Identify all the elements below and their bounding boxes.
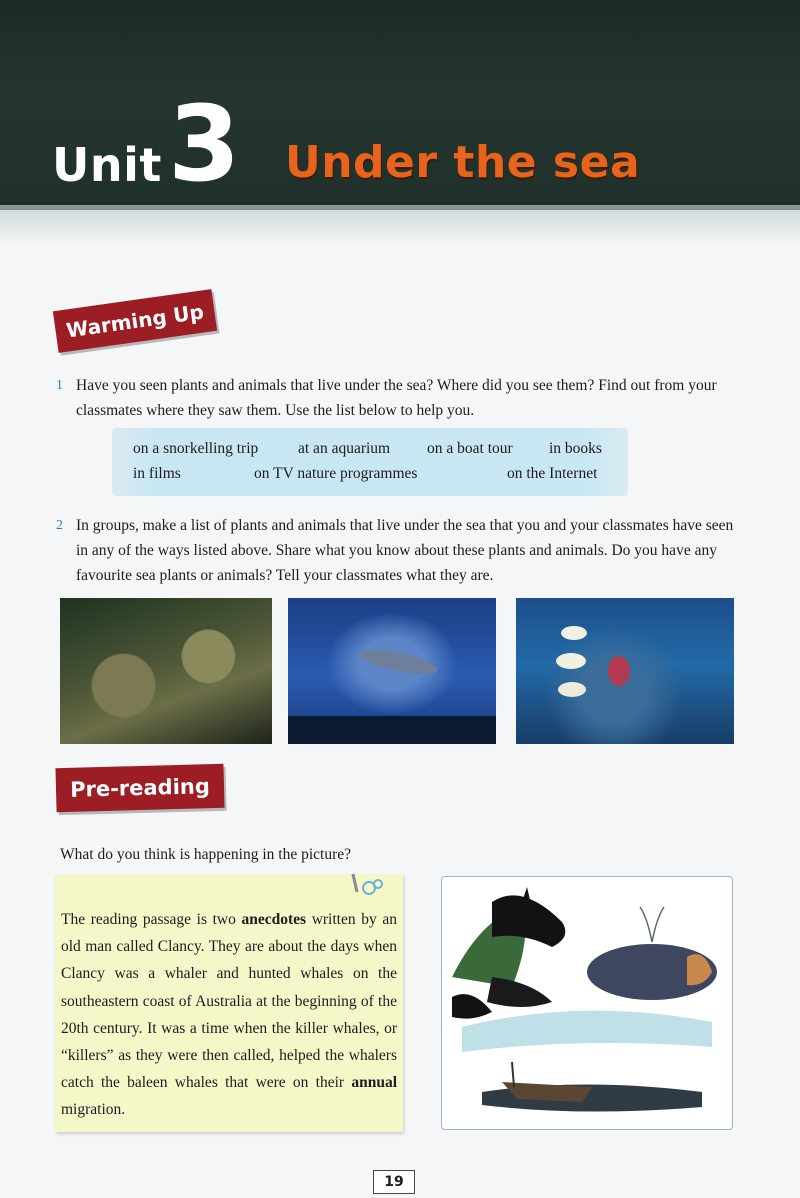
unit-title: Under the sea bbox=[285, 137, 641, 188]
question-1 bbox=[56, 373, 736, 423]
note-text: The reading passage is two anecdotes written by an old man called Clancy. They are about the days when Clancy was a whaler and hunted whales on the southeastern coast of Australia at the beginning of the 20th century. It was a time when the killer whales, or “killers” as they were then called, helped the whalers catch the baleen whales that were on their annual migration. bbox=[61, 911, 397, 1119]
question-2 bbox=[56, 513, 736, 588]
whaling-illustration bbox=[441, 876, 733, 1130]
visitor-silhouettes bbox=[288, 716, 496, 744]
paperclip-icon bbox=[345, 872, 389, 898]
word-list-item: at an aquarium bbox=[298, 440, 391, 457]
word-list-item: in films bbox=[133, 465, 181, 482]
diver-shape bbox=[608, 656, 630, 686]
unit-label: Unit bbox=[52, 138, 162, 192]
word-list-item: on a boat tour bbox=[427, 440, 513, 457]
banner-fade bbox=[0, 205, 800, 245]
word-list-item: on TV nature programmes bbox=[254, 465, 418, 482]
word-list-item: on a snorkelling trip bbox=[133, 440, 259, 457]
page-number: 19 bbox=[373, 1170, 415, 1194]
whale-shark-shape bbox=[357, 645, 439, 679]
whales-and-boat-drawing bbox=[442, 877, 732, 1129]
diver-photo bbox=[516, 598, 734, 744]
word-list-item: on the Internet bbox=[507, 465, 598, 482]
fish-shape bbox=[558, 682, 586, 697]
question-1-number: 1 bbox=[56, 378, 63, 393]
question-2-text: In groups, make a list of plants and animals that live under the sea that you and your classmates have seen in any of the ways listed above. Share what you know about these plants and animals. Do you have any favourite sea plants or animals? Tell your classmates what they are. bbox=[76, 517, 734, 584]
pre-reading-prompt: What do you think is happening in the picture? bbox=[60, 846, 351, 863]
unit-number: 3 bbox=[168, 83, 241, 205]
pre-reading-tag: Pre-reading bbox=[55, 764, 224, 812]
keyword-anecdotes: anecdotes bbox=[241, 911, 307, 928]
warming-up-tag: Warming Up bbox=[53, 289, 217, 353]
word-list-box bbox=[112, 428, 628, 496]
keyword-annual: annual bbox=[351, 1074, 397, 1092]
fish-shape bbox=[561, 626, 587, 640]
question-2-number: 2 bbox=[56, 518, 63, 533]
context-note bbox=[55, 874, 403, 1132]
coral-reef-photo bbox=[60, 598, 272, 744]
fish-shape bbox=[556, 653, 586, 669]
question-1-text: Have you seen plants and animals that live under the sea? Where did you see them? Find out from your classmates where they saw them. Use the list below to help you. bbox=[76, 377, 717, 419]
aquarium-photo bbox=[288, 598, 496, 744]
word-list-item: in books bbox=[549, 440, 602, 457]
